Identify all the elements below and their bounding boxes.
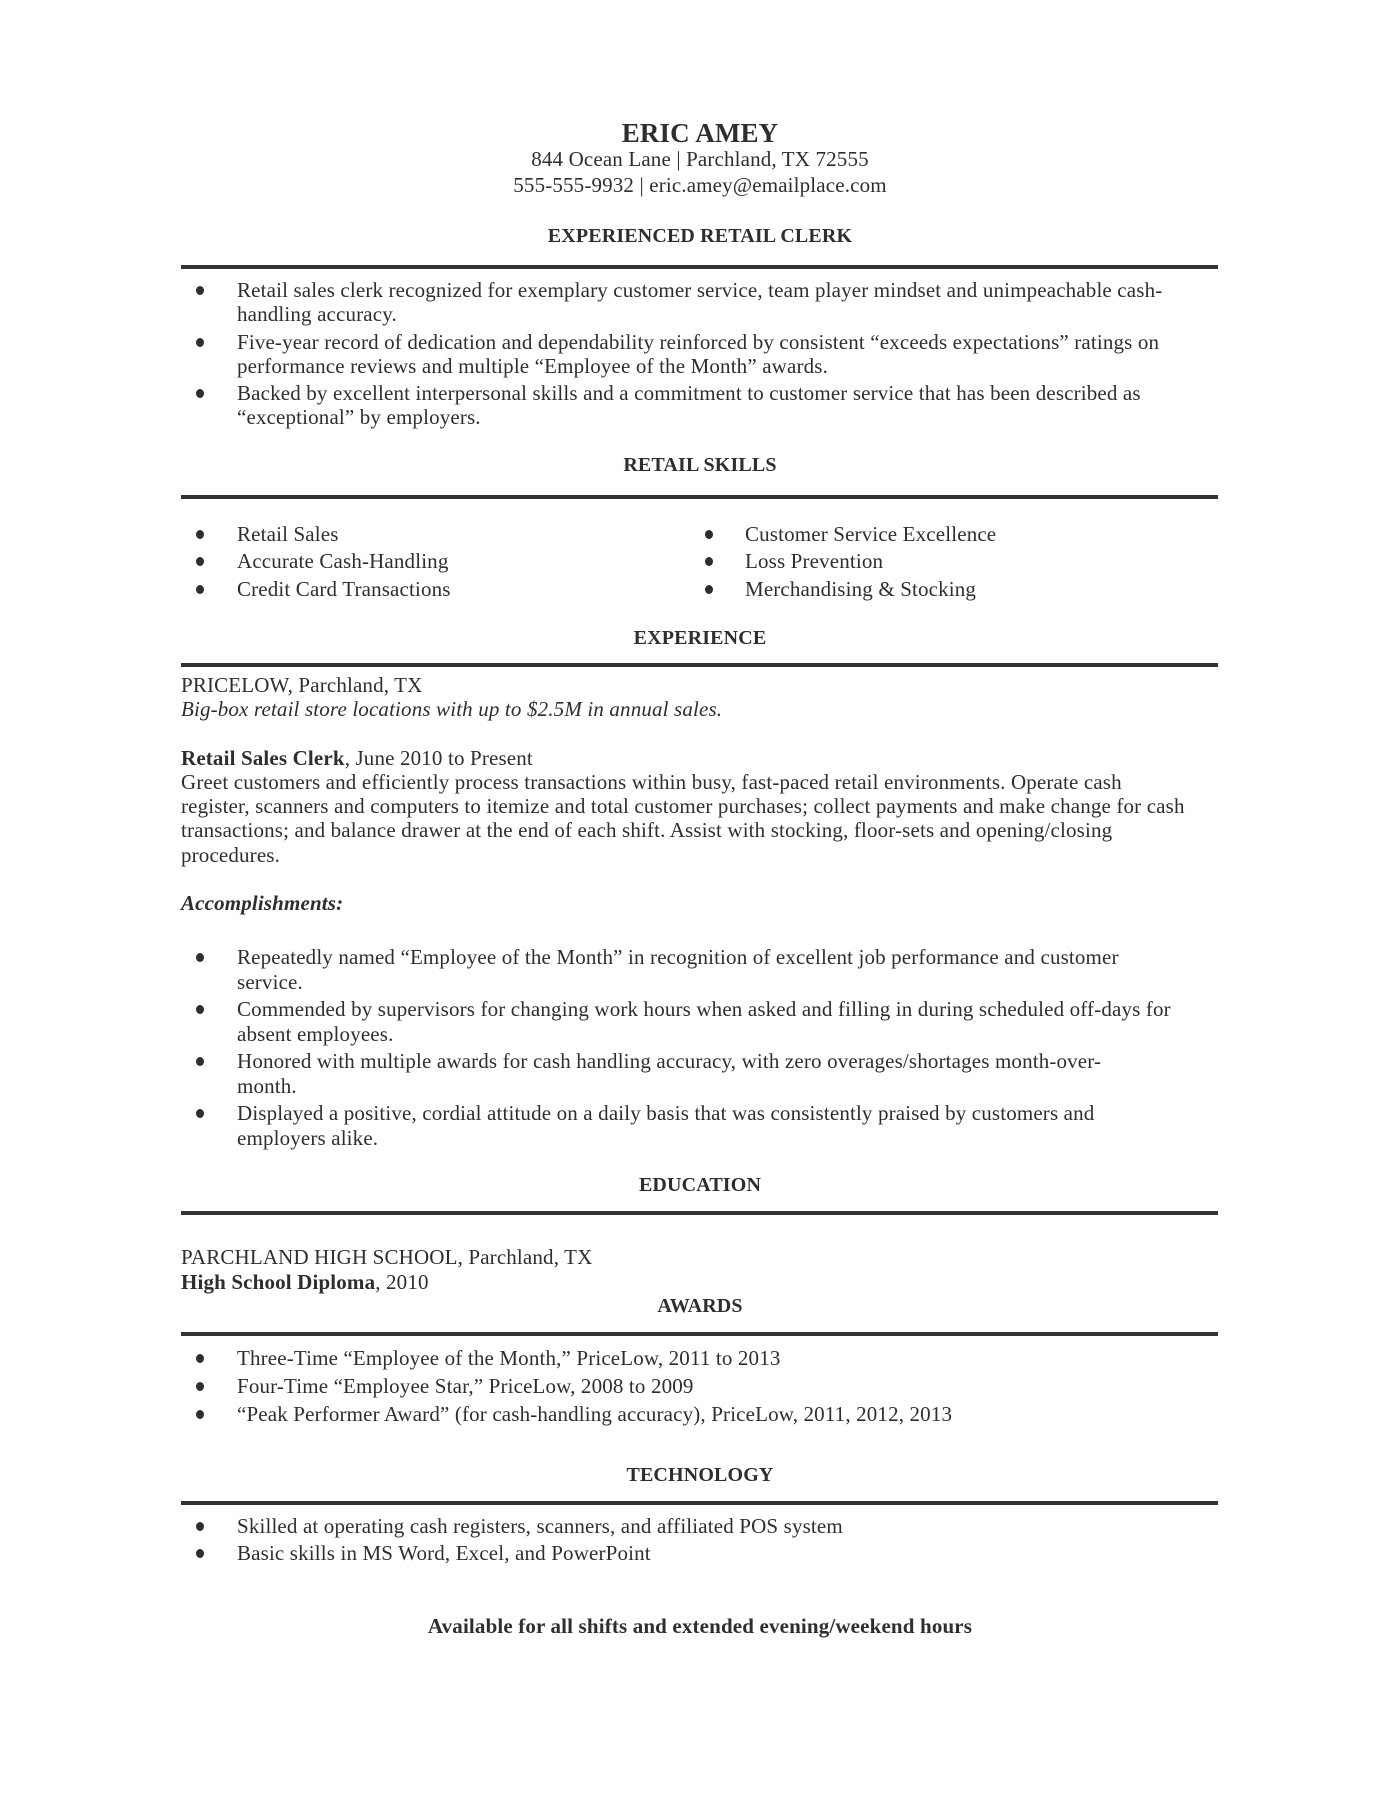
bullet-icon	[196, 1522, 204, 1531]
bullet-icon	[196, 530, 204, 539]
bullet-icon	[196, 1549, 204, 1558]
job-dates: , June 2010 to Present	[344, 746, 533, 770]
degree-line	[181, 1270, 429, 1294]
section-divider	[181, 663, 1218, 667]
job-title: Retail Sales Clerk	[181, 746, 345, 770]
skill-item: Accurate Cash-Handling	[237, 549, 449, 573]
section-heading: EDUCATION	[638, 1174, 762, 1196]
technology-item: Skilled at operating cash registers, scanners, and affiliated POS system	[237, 1514, 843, 1538]
summary-item: “exceptional” by employers.	[237, 405, 481, 429]
section-divider	[181, 1501, 1218, 1505]
bullet-icon	[196, 1382, 204, 1391]
award-item: “Peak Performer Award” (for cash-handling accuracy), PriceLow, 2011, 2012, 2013	[237, 1402, 953, 1426]
accomplishment-item: Repeatedly named “Employee of the Month” in recognition of excellent job performance and customer	[237, 945, 1119, 969]
summary-item: Backed by excellent interpersonal skills and a commitment to customer service that has been described as	[237, 381, 1141, 405]
bullet-icon	[196, 585, 204, 594]
accomplishment-item: Honored with multiple awards for cash handling accuracy, with zero overages/shortages month-over-	[237, 1049, 1102, 1073]
section-heading: RETAIL SKILLS	[623, 454, 777, 476]
accomplishments-heading: Accomplishments:	[181, 891, 344, 915]
award-item: Four-Time “Employee Star,” PriceLow, 2008 to 2009	[237, 1374, 694, 1398]
bullet-icon	[196, 338, 204, 347]
availability-statement: Available for all shifts and extended evening/weekend hours	[427, 1614, 973, 1638]
skill-item: Customer Service Excellence	[745, 522, 997, 546]
section-heading: AWARDS	[657, 1295, 743, 1317]
accomplishment-item: employers alike.	[237, 1126, 379, 1150]
employer: PRICELOW, Parchland, TX	[181, 673, 423, 697]
contact-info: 555-555-9932 | eric.amey@emailplace.com	[513, 173, 887, 197]
degree: High School Diploma	[181, 1270, 376, 1294]
accomplishment-item: service.	[237, 970, 303, 994]
bullet-icon	[196, 389, 204, 398]
bullet-icon	[196, 1109, 204, 1118]
graduation-year: , 2010	[375, 1270, 429, 1294]
skill-item: Credit Card Transactions	[237, 577, 451, 601]
technology-item: Basic skills in MS Word, Excel, and PowerPoint	[237, 1541, 651, 1565]
section-heading: EXPERIENCE	[633, 627, 767, 649]
candidate-name: ERIC AMEY	[621, 118, 779, 148]
job-description: transactions; and balance drawer at the end of each shift. Assist with stocking, floor-sets and opening/closing	[181, 818, 1113, 842]
bullet-icon	[196, 1005, 204, 1014]
bullet-icon	[705, 557, 713, 566]
section-divider	[181, 1211, 1218, 1215]
bullet-icon	[196, 557, 204, 566]
accomplishment-item: Displayed a positive, cordial attitude on a daily basis that was consistently praised by customers and	[237, 1101, 1095, 1125]
bullet-icon	[705, 530, 713, 539]
skill-item: Merchandising & Stocking	[745, 577, 977, 601]
accomplishment-item: month.	[237, 1074, 297, 1098]
summary-item: handling accuracy.	[237, 302, 397, 326]
bullet-icon	[196, 1410, 204, 1419]
skill-item: Retail Sales	[237, 522, 339, 546]
summary-item: Retail sales clerk recognized for exemplary customer service, team player mindset and unimpeachable cash-	[237, 278, 1163, 302]
skill-item: Loss Prevention	[745, 549, 884, 573]
award-item: Three-Time “Employee of the Month,” PriceLow, 2011 to 2013	[237, 1346, 781, 1370]
section-divider	[181, 1332, 1218, 1336]
bullet-icon	[196, 286, 204, 295]
job-heading	[181, 746, 533, 770]
bullet-icon	[196, 1354, 204, 1363]
bullet-icon	[196, 953, 204, 962]
address: 844 Ocean Lane | Parchland, TX 72555	[531, 147, 869, 171]
section-divider	[181, 265, 1218, 269]
job-description: register, scanners and computers to itemize and total customer purchases; collect payments and make change for cash	[181, 794, 1185, 818]
bullet-icon	[705, 585, 713, 594]
summary-item: performance reviews and multiple “Employee of the Month” awards.	[237, 354, 828, 378]
bullet-icon	[196, 1057, 204, 1066]
section-divider	[181, 495, 1218, 499]
section-heading: TECHNOLOGY	[626, 1464, 774, 1486]
school: PARCHLAND HIGH SCHOOL, Parchland, TX	[181, 1245, 593, 1269]
job-description: procedures.	[181, 843, 281, 867]
accomplishment-item: absent employees.	[237, 1022, 394, 1046]
employer-description: Big-box retail store locations with up to $2.5M in annual sales.	[181, 697, 723, 721]
summary-item: Five-year record of dedication and dependability reinforced by consistent “exceeds expectations” ratings on	[237, 330, 1160, 354]
job-description: Greet customers and efficiently process transactions within busy, fast-paced retail environments. Operate cash	[181, 770, 1122, 794]
accomplishment-item: Commended by supervisors for changing work hours when asked and filling in during scheduled off-days for	[237, 997, 1171, 1021]
section-heading: EXPERIENCED RETAIL CLERK	[547, 225, 853, 247]
